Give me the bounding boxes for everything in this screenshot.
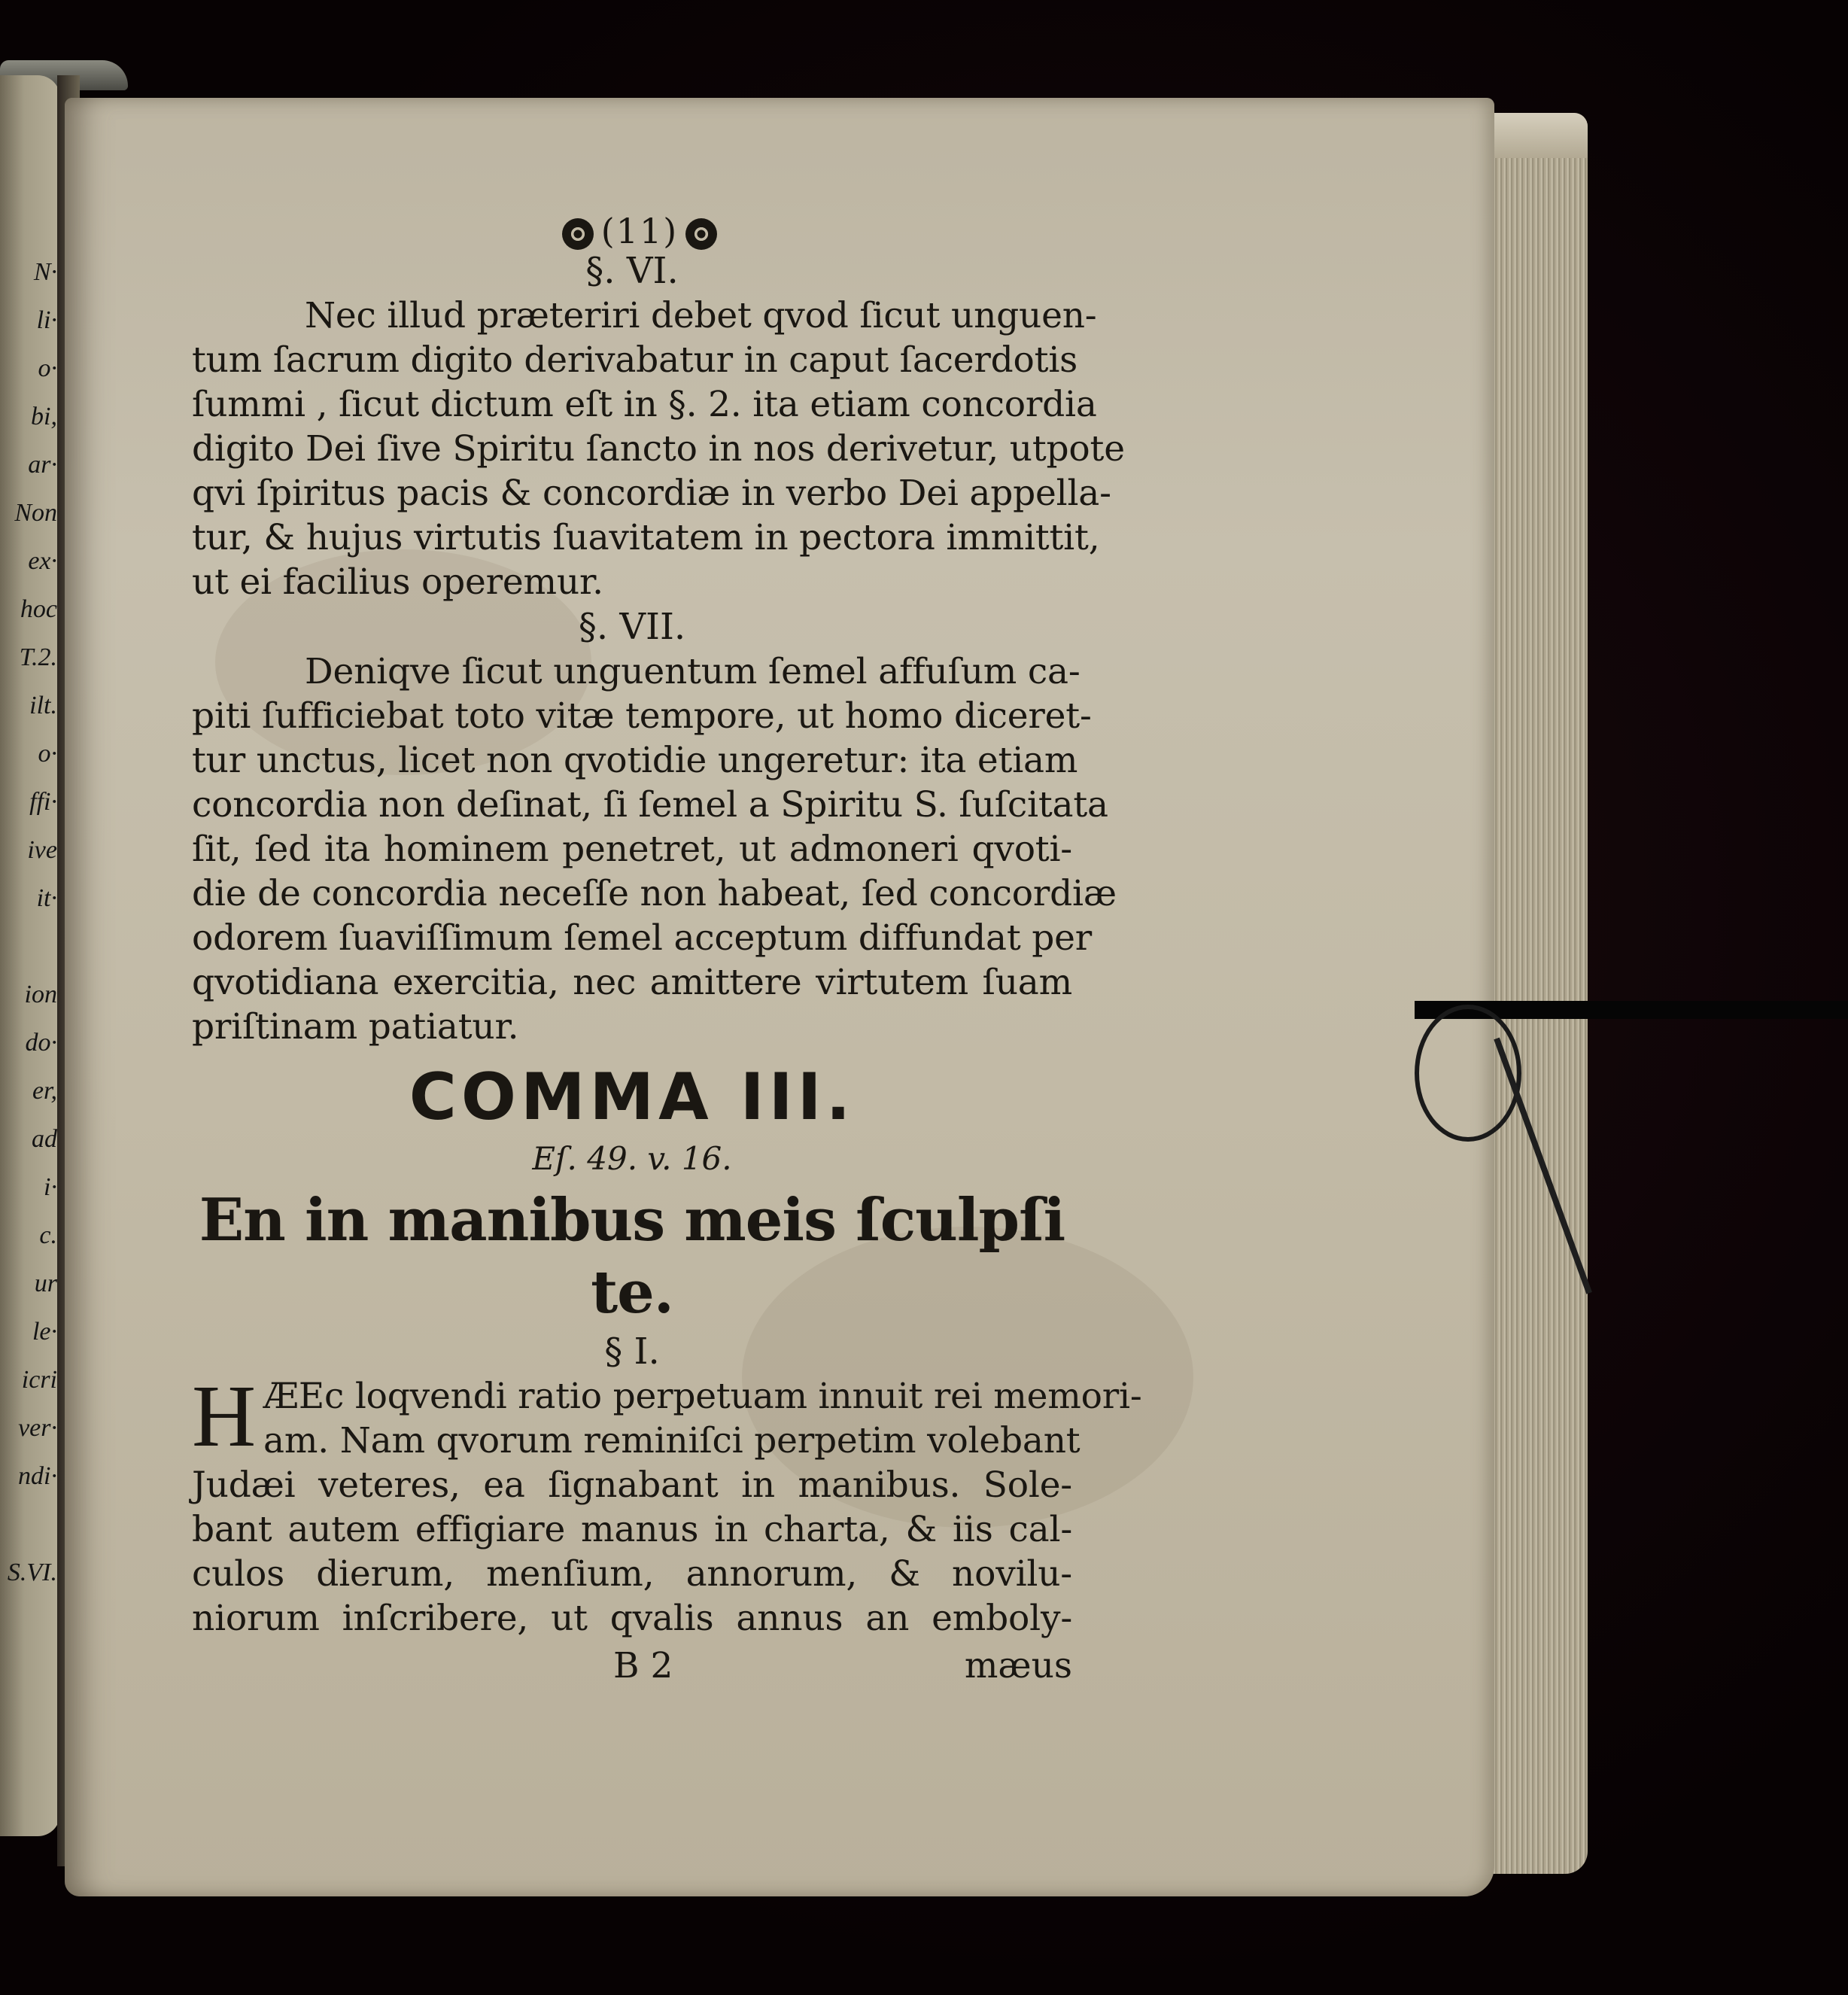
- paragraph-vii: [192, 649, 1117, 1049]
- text-line: priſtinam patiatur.: [192, 1006, 519, 1048]
- page-header: [527, 211, 752, 251]
- margin-fragment: hoc: [20, 595, 57, 623]
- margin-fragment: do·: [25, 1029, 57, 1057]
- margin-fragment: icri: [21, 1366, 57, 1394]
- text-line: ſummi , ſicut dictum eſt in §. 2. ita etiam concordia: [192, 384, 1097, 425]
- text-line: niorum inſcribere, ut qvalis annus an emboly-: [192, 1598, 1072, 1639]
- text-line: tum ſacrum digito derivabatur in caput ſacerdotis: [192, 339, 1078, 381]
- margin-fragment: T.2.: [19, 643, 57, 671]
- previous-page-edge: [0, 75, 60, 1836]
- text-line: ut ei facilius operemur.: [192, 561, 603, 603]
- margin-fragment: er,: [32, 1077, 57, 1105]
- comma-heading: COMMA III.: [409, 1060, 856, 1135]
- margin-fragment: le·: [32, 1318, 57, 1346]
- previous-page-fragments: [2, 248, 57, 1597]
- rosette-ornament-icon: [685, 218, 717, 250]
- text-line: qvi ſpiritus pacis & concordiæ in verbo Dei appella-: [192, 473, 1111, 514]
- margin-fragment: ffi·: [29, 788, 57, 816]
- text-line: tur, & hujus virtutis ſuavitatem in pectora immittit,: [192, 517, 1100, 558]
- text-line: die de concordia neceſſe non habeat, ſed concordiæ: [192, 873, 1117, 914]
- page-number: (11): [600, 211, 679, 251]
- drop-cap: H: [192, 1367, 257, 1465]
- margin-fragment: bi,: [31, 403, 57, 430]
- section-mark: § I.: [604, 1331, 660, 1373]
- text-line: bant autem effigiare manus in charta, & iis cal-: [192, 1509, 1072, 1550]
- margin-fragment: N·: [33, 258, 57, 286]
- margin-fragment: [2, 923, 57, 971]
- text-line: ÆEc loqvendi ratio perpetuam innuit rei memori-: [263, 1376, 1142, 1417]
- text-line: digito Dei ſive Spiritu ſancto in nos derivetur, utpote: [192, 428, 1125, 470]
- section-mark: §. VI.: [585, 250, 679, 292]
- margin-fragment: [2, 1501, 57, 1549]
- margin-fragment: ndi·: [18, 1462, 57, 1490]
- text-line: Judæi veteres, ea ſignabant in manibus. Sole-: [192, 1464, 1072, 1506]
- text-line: odorem ſuaviſſimum ſemel acceptum diffundat per: [192, 917, 1093, 959]
- rosette-ornament-icon: [562, 218, 594, 250]
- text-line: qvotidiana exercitia, nec amittere virtutem ſuam: [192, 962, 1072, 1003]
- text-line: piti ſufficiebat toto vitæ tempore, ut homo diceret-: [192, 695, 1092, 737]
- catchword: mæus: [964, 1645, 1072, 1686]
- page-footer: [192, 1644, 1072, 1689]
- signature-mark: B 2: [613, 1645, 673, 1686]
- margin-fragment: o·: [38, 740, 57, 768]
- margin-fragment: it·: [36, 884, 57, 912]
- text-line: concordia non deſinat, ſi ſemel a Spiritu S. ſuſcitata: [192, 784, 1108, 826]
- margin-fragment: c.: [39, 1221, 57, 1249]
- text-line: Nec illud præteriri debet qvod ſicut unguen-: [305, 295, 1097, 336]
- text-line: am. Nam qvorum reminiſci perpetim volebant: [263, 1420, 1081, 1461]
- section-mark: §. VII.: [578, 606, 686, 648]
- margin-fragment: ive: [27, 836, 57, 864]
- margin-fragment: Non: [14, 499, 57, 527]
- paragraph-comma-iii: [192, 1367, 1142, 1641]
- paragraph-vi: [192, 293, 1125, 604]
- margin-fragment: ion: [24, 981, 57, 1008]
- margin-fragment: ad: [32, 1125, 57, 1153]
- text-line: Deniqve ſicut unguentum ſemel affuſum ca-: [305, 651, 1081, 692]
- verse-title: En in manibus meis ſculpſi te.: [199, 1186, 1065, 1327]
- margin-fragment: li·: [36, 306, 57, 334]
- margin-fragment: ur: [34, 1270, 57, 1297]
- margin-fragment: ex·: [28, 547, 57, 575]
- margin-fragment: i·: [44, 1173, 57, 1201]
- margin-fragment: S.VI.: [7, 1559, 57, 1586]
- margin-fragment: ver·: [18, 1414, 57, 1442]
- scripture-reference: Eſ. 49. v. 16.: [532, 1140, 732, 1177]
- text-line: tur unctus, licet non qvotidie ungeretur: ita etiam: [192, 740, 1078, 781]
- text-line: ſit, ſed ita hominem penetret, ut admoneri qvoti-: [192, 829, 1072, 870]
- margin-fragment: ar·: [28, 451, 57, 479]
- text-block: [192, 248, 1142, 1689]
- margin-fragment: ilt.: [29, 692, 57, 719]
- text-line: culos dierum, menſium, annorum, & novilu-: [192, 1553, 1072, 1595]
- margin-fragment: o·: [38, 354, 57, 382]
